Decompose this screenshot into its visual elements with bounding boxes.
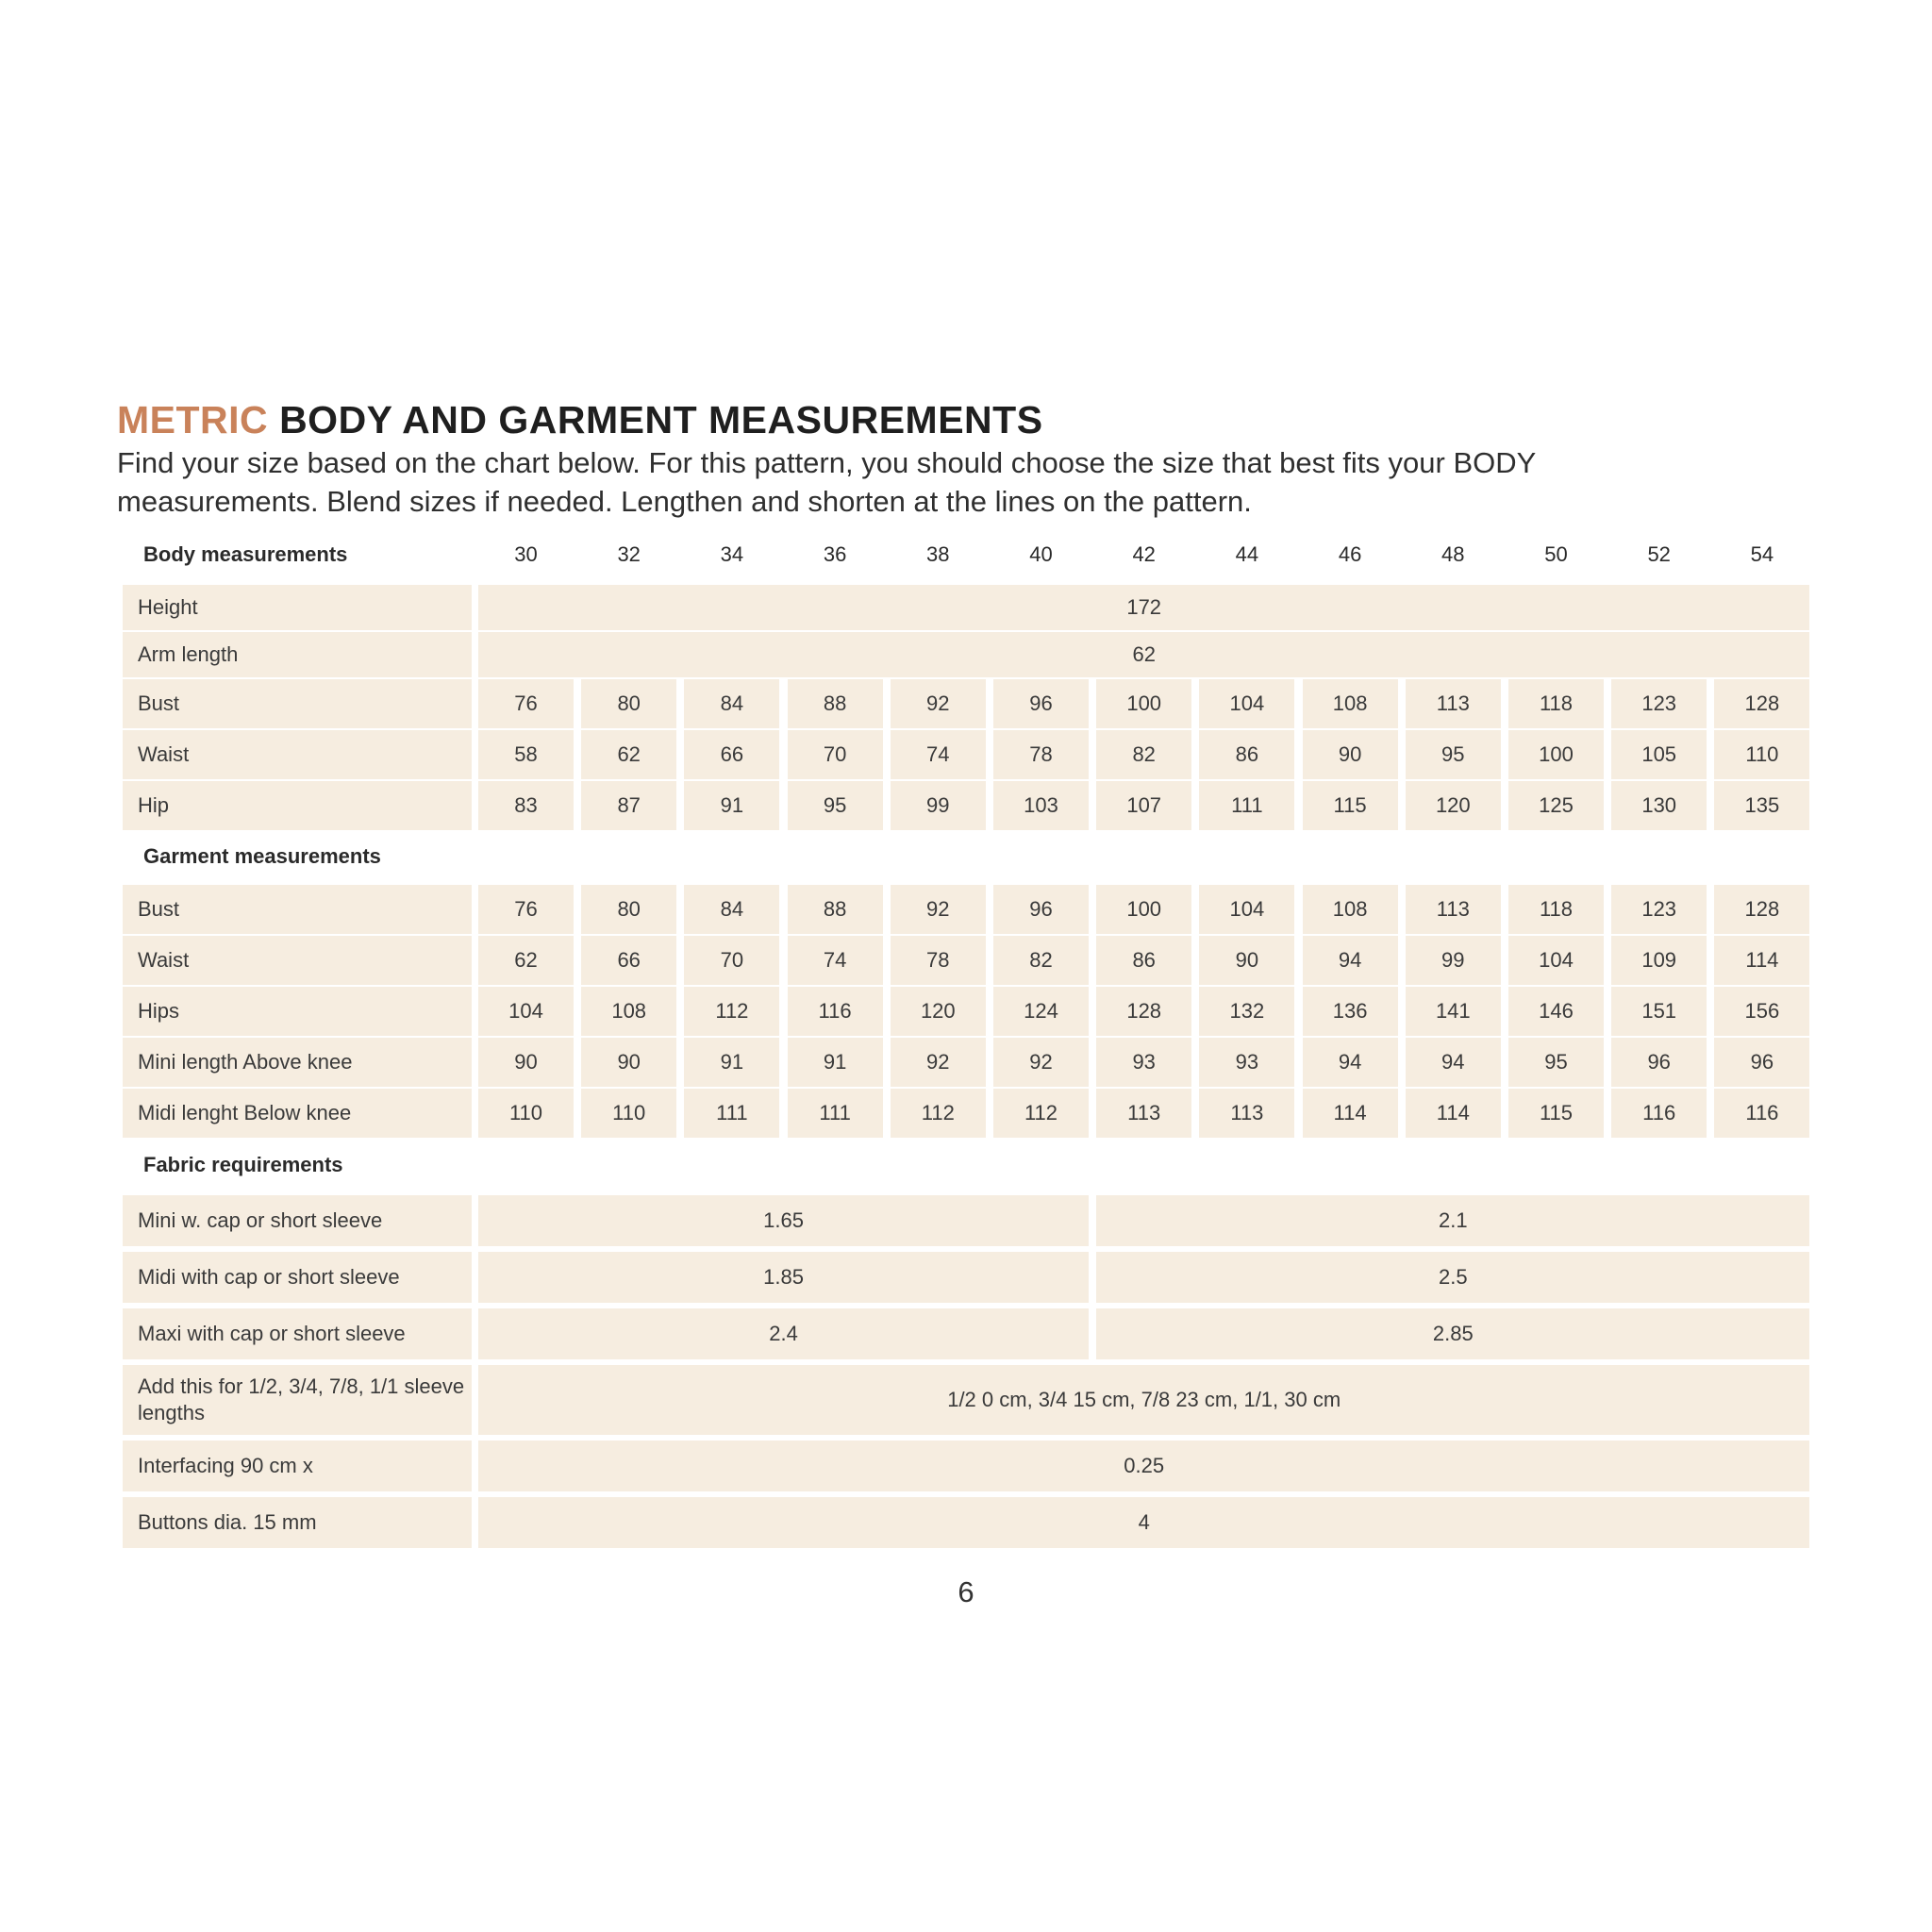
table-cell: 104 (1508, 936, 1604, 985)
table-cell: 105 (1611, 730, 1707, 779)
row-label: Mini w. cap or short sleeve (123, 1195, 472, 1246)
table-cell: 141 (1406, 987, 1501, 1036)
size-header-44: 44 (1235, 542, 1259, 566)
table-cell: 118 (1508, 679, 1604, 728)
table-cell: 88 (788, 885, 883, 934)
table-cell: 70 (684, 936, 779, 985)
table-cell-group-1: 1.65 (478, 1195, 1089, 1246)
table-cell-group-2: 2.1 (1096, 1195, 1809, 1246)
size-header-48: 48 (1441, 542, 1465, 566)
table-cell: 87 (581, 781, 676, 830)
table-cell: 82 (993, 936, 1089, 985)
table-cell: 80 (581, 679, 676, 728)
table-cell: 111 (788, 1089, 883, 1138)
table-cell: 96 (993, 679, 1089, 728)
table-cell: 84 (684, 679, 779, 728)
table-cell: 110 (581, 1089, 676, 1138)
table-cell: 66 (581, 936, 676, 985)
table-cell: 108 (581, 987, 676, 1036)
table-cell: 112 (891, 1089, 986, 1138)
table-cell: 130 (1611, 781, 1707, 830)
title-rest: BODY AND GARMENT MEASUREMENTS (279, 398, 1043, 441)
table-cell: 92 (891, 885, 986, 934)
row-label: Waist (123, 730, 472, 779)
section-heading: Body measurements (143, 542, 348, 566)
table-cell-span: 172 (478, 585, 1809, 630)
table-cell: 96 (993, 885, 1089, 934)
table-cell: 110 (478, 1089, 574, 1138)
table-cell: 90 (581, 1038, 676, 1087)
table-cell: 88 (788, 679, 883, 728)
table-cell: 91 (684, 781, 779, 830)
table-cell-group-1: 1.85 (478, 1252, 1089, 1303)
table-cell: 115 (1303, 781, 1398, 830)
table-cell: 86 (1096, 936, 1191, 985)
table-cell-span: 0.25 (478, 1441, 1809, 1491)
row-label: Buttons dia. 15 mm (123, 1497, 472, 1548)
row-label: Add this for 1/2, 3/4, 7/8, 1/1 sleeve lengths (123, 1365, 472, 1435)
table-cell: 86 (1199, 730, 1294, 779)
table-cell: 95 (1508, 1038, 1604, 1087)
table-cell: 90 (1303, 730, 1398, 779)
row-label: Waist (123, 936, 472, 985)
table-cell: 110 (1714, 730, 1809, 779)
table-cell: 104 (1199, 679, 1294, 728)
row-label: Hip (123, 781, 472, 830)
table-cell: 94 (1303, 1038, 1398, 1087)
table-cell: 104 (1199, 885, 1294, 934)
table-cell: 95 (1406, 730, 1501, 779)
table-cell: 66 (684, 730, 779, 779)
row-label: Bust (123, 885, 472, 934)
title-accent: METRIC (117, 398, 269, 441)
table-cell: 94 (1303, 936, 1398, 985)
table-cell: 111 (1199, 781, 1294, 830)
size-header-30: 30 (514, 542, 538, 566)
table-cell: 104 (478, 987, 574, 1036)
table-cell: 112 (993, 1089, 1089, 1138)
size-header-38: 38 (926, 542, 950, 566)
table-cell: 70 (788, 730, 883, 779)
table-cell: 125 (1508, 781, 1604, 830)
table-cell: 128 (1096, 987, 1191, 1036)
row-label: Midi with cap or short sleeve (123, 1252, 472, 1303)
table-cell: 92 (891, 1038, 986, 1087)
table-cell: 128 (1714, 885, 1809, 934)
table-cell: 96 (1611, 1038, 1707, 1087)
size-header-46: 46 (1338, 542, 1362, 566)
table-cell: 108 (1303, 885, 1398, 934)
table-cell: 156 (1714, 987, 1809, 1036)
table-cell-span: 4 (478, 1497, 1809, 1548)
table-cell-group-1: 2.4 (478, 1308, 1089, 1359)
row-label: Hips (123, 987, 472, 1036)
table-cell: 82 (1096, 730, 1191, 779)
intro-text: Find your size based on the chart below. For this pattern, you should choose the size that best fits your BODY measurements. Blend sizes if needed. Lengthen and shorten at the lines on the pattern. (117, 446, 1536, 518)
size-header-40: 40 (1029, 542, 1053, 566)
table-cell: 111 (684, 1089, 779, 1138)
table-cell: 115 (1508, 1089, 1604, 1138)
table-cell: 107 (1096, 781, 1191, 830)
table-cell-span: 1/2 0 cm, 3/4 15 cm, 7/8 23 cm, 1/1, 30 cm (478, 1365, 1809, 1435)
table-cell: 123 (1611, 885, 1707, 934)
table-cell: 99 (1406, 936, 1501, 985)
table-cell: 120 (1406, 781, 1501, 830)
table-cell: 74 (891, 730, 986, 779)
table-cell: 78 (891, 936, 986, 985)
table-cell: 93 (1199, 1038, 1294, 1087)
table-cell-span: 62 (478, 632, 1809, 677)
table-cell: 124 (993, 987, 1089, 1036)
table-cell: 93 (1096, 1038, 1191, 1087)
table-cell-group-2: 2.5 (1096, 1252, 1809, 1303)
table-cell: 114 (1303, 1089, 1398, 1138)
table-cell: 74 (788, 936, 883, 985)
table-cell: 113 (1199, 1089, 1294, 1138)
table-cell: 135 (1714, 781, 1809, 830)
table-cell: 103 (993, 781, 1089, 830)
table-cell: 146 (1508, 987, 1604, 1036)
size-header-52: 52 (1647, 542, 1671, 566)
table-cell: 58 (478, 730, 574, 779)
table-cell: 76 (478, 679, 574, 728)
page-number: 6 (958, 1575, 974, 1608)
table-cell: 83 (478, 781, 574, 830)
table-cell: 113 (1406, 679, 1501, 728)
table-cell: 116 (788, 987, 883, 1036)
table-cell: 76 (478, 885, 574, 934)
size-header-32: 32 (617, 542, 641, 566)
size-header-34: 34 (720, 542, 744, 566)
table-cell: 92 (993, 1038, 1089, 1087)
size-header-42: 42 (1132, 542, 1156, 566)
table-cell: 99 (891, 781, 986, 830)
table-cell: 100 (1096, 885, 1191, 934)
size-header-54: 54 (1750, 542, 1774, 566)
table-cell: 90 (478, 1038, 574, 1087)
table-cell: 120 (891, 987, 986, 1036)
table-cell: 91 (788, 1038, 883, 1087)
table-cell: 95 (788, 781, 883, 830)
row-label: Height (123, 585, 472, 630)
table-cell: 78 (993, 730, 1089, 779)
table-cell-group-2: 2.85 (1096, 1308, 1809, 1359)
table-cell: 123 (1611, 679, 1707, 728)
table-cell: 91 (684, 1038, 779, 1087)
table-cell: 113 (1406, 885, 1501, 934)
table-cell: 112 (684, 987, 779, 1036)
row-label: Arm length (123, 632, 472, 677)
table-cell: 80 (581, 885, 676, 934)
row-label: Midi lenght Below knee (123, 1089, 472, 1138)
table-cell: 84 (684, 885, 779, 934)
table-cell: 90 (1199, 936, 1294, 985)
table-cell: 132 (1199, 987, 1294, 1036)
size-header-50: 50 (1544, 542, 1568, 566)
table-cell: 118 (1508, 885, 1604, 934)
table-cell: 100 (1096, 679, 1191, 728)
table-cell: 62 (478, 936, 574, 985)
table-cell: 108 (1303, 679, 1398, 728)
table-cell: 151 (1611, 987, 1707, 1036)
row-label: Mini length Above knee (123, 1038, 472, 1087)
table-cell: 94 (1406, 1038, 1501, 1087)
table-cell: 92 (891, 679, 986, 728)
section-heading: Fabric requirements (143, 1153, 343, 1176)
table-cell: 113 (1096, 1089, 1191, 1138)
table-cell: 62 (581, 730, 676, 779)
table-cell: 116 (1611, 1089, 1707, 1138)
table-cell: 114 (1406, 1089, 1501, 1138)
size-header-36: 36 (823, 542, 847, 566)
row-label: Bust (123, 679, 472, 728)
table-cell: 100 (1508, 730, 1604, 779)
section-heading: Garment measurements (143, 844, 381, 868)
table-cell: 128 (1714, 679, 1809, 728)
table-cell: 136 (1303, 987, 1398, 1036)
table-cell: 116 (1714, 1089, 1809, 1138)
table-cell: 114 (1714, 936, 1809, 985)
row-label: Maxi with cap or short sleeve (123, 1308, 472, 1359)
row-label: Interfacing 90 cm x (123, 1441, 472, 1491)
table-cell: 96 (1714, 1038, 1809, 1087)
table-cell: 109 (1611, 936, 1707, 985)
